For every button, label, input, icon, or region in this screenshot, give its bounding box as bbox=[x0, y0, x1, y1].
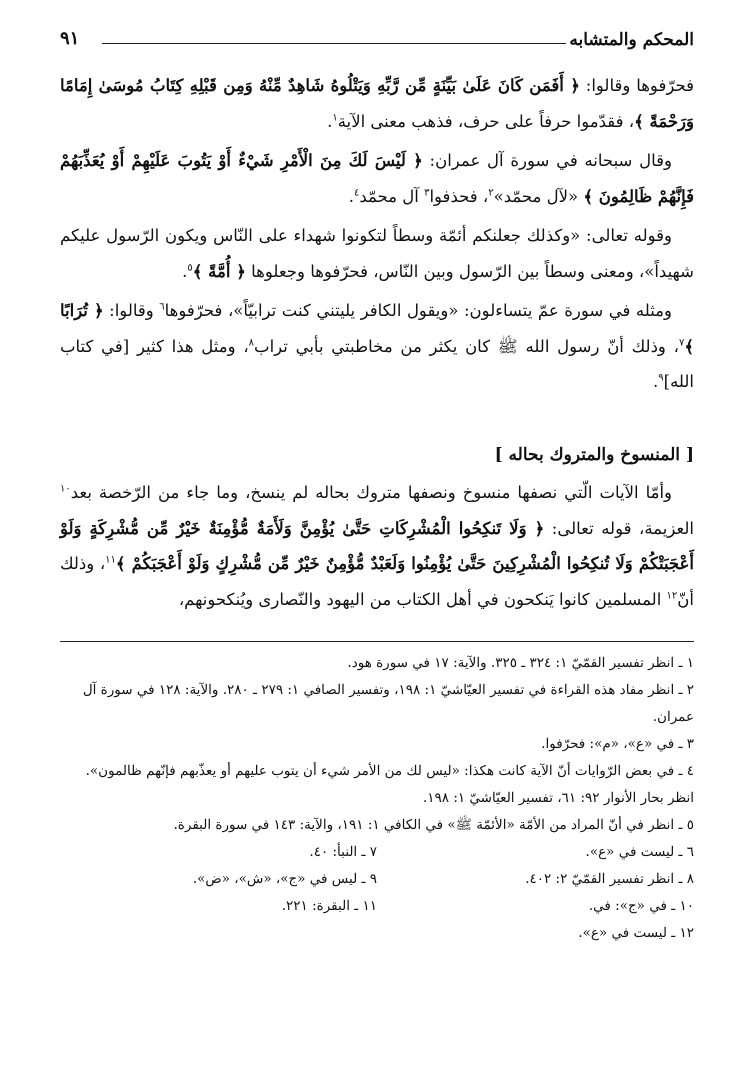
footnote-row bbox=[60, 866, 694, 893]
paragraph-text: وقالوا: bbox=[103, 301, 160, 320]
footnotes bbox=[60, 650, 694, 947]
footnote-ref[interactable]: ١٢ bbox=[666, 590, 678, 601]
paragraph-text: وأمّا الآيات الّتي نصفها منسوخ ونصفها متروك بحاله لم ينسخ، وما جاء من الرّخصة بعد bbox=[70, 483, 672, 502]
paragraph-text: ، وذلك أنّ رسول الله ﷺ كان يكثر من مخاطبتي بأبي تراب bbox=[254, 336, 679, 356]
paragraph-text: . bbox=[327, 111, 333, 131]
paragraph-text: ، فقدّموا حرفاً على حرف، فذهب معنى الآية bbox=[337, 111, 635, 131]
footnote-ref[interactable]: ٤ bbox=[353, 187, 360, 198]
footnote-row bbox=[60, 893, 694, 920]
paragraph-text: ، وذلك أنّ bbox=[60, 554, 694, 609]
footnote-9: ٩ ـ ليس في «ج»، «ش»، «ض». bbox=[192, 871, 377, 887]
paragraph-text: وقوله تعالى: «وكذلك جعلنكم أئمّة وسطاً لتكونوا شهداء على النّاس ويكون الرّسول عليكم شهيداً»، ومعنى وسطاً بين الرّسول وبين النّاس، فحرّفوها وجعلوها bbox=[60, 226, 694, 281]
section-title: [ المنسوخ والمتروك بحاله ] bbox=[494, 444, 694, 465]
paragraph-1 bbox=[60, 68, 694, 139]
quran-verse: ﴿ تُرَابًا ﴾ bbox=[60, 301, 694, 356]
running-title: المحكم والمتشابه bbox=[569, 30, 694, 50]
paragraph-3 bbox=[60, 218, 694, 289]
paragraph-text: فحرّفوها وقالوا: bbox=[579, 76, 694, 95]
footnote-ref[interactable]: ٥ bbox=[187, 262, 193, 273]
footnote-1: ١ ـ انظر تفسير القمّيّ ١: ٣٢٤ ـ ٣٢٥. والآية: ١٧ في سورة هود. bbox=[347, 655, 694, 671]
footnote-6: ٦ ـ ليست في «ع». bbox=[585, 844, 694, 860]
paragraph-text: «لآل محمّد» bbox=[493, 186, 584, 206]
footnote-5: ٥ ـ انظر في أنّ المراد من الأمّة «الأئمّة ﷺ» في الكافي ١: ١٩١، والآية: ١٤٣ في سورة البقرة. bbox=[173, 817, 694, 833]
main-text bbox=[60, 68, 694, 617]
paragraph-text: . bbox=[182, 261, 188, 281]
footnote-row bbox=[60, 839, 694, 866]
quran-verse: ﴿ أَفَمَن كَانَ عَلَىٰ بَيِّنَةٍ مِّن رَّبِّهِ وَيَتْلُوهُ شَاهِدٌ مِّنْهُ وَمِن قَبْلِهِ كِتَابُ مُوسَىٰ إِمَامًا وَرَحْمَةً ﴾ bbox=[60, 76, 694, 131]
footnote-separator bbox=[60, 641, 694, 642]
paragraph-text: العزيمة، قوله تعالى: bbox=[544, 518, 694, 538]
footnote-ref[interactable]: ١ bbox=[332, 112, 338, 123]
quran-verse: ﴿ لَيْسَ لَكَ مِنَ الْأَمْرِ شَيْءٌ أَوْ يَتُوبَ عَلَيْهِمْ أَوْ يُعَذِّبَهُمْ فَإِنَّهُمْ ظَالِمُونَ ﴾ bbox=[60, 151, 694, 206]
page-number: ٩١ bbox=[60, 28, 80, 49]
paragraph-4 bbox=[60, 293, 694, 400]
page-header bbox=[60, 28, 694, 58]
paragraph-text: . bbox=[653, 372, 659, 391]
footnote-2: ٢ ـ انظر مفاد هذه القراءة في تفسير العيّاشيّ ١: ١٩٨، وتفسير الصافي ١: ٢٧٩ ـ ٢٨٠. والآية: ١٢٨ في سورة آل عمران. bbox=[82, 682, 694, 725]
paragraph-text: ، فحذفوا bbox=[429, 186, 489, 206]
paragraph-5 bbox=[60, 475, 694, 617]
footnote-12: ١٢ ـ ليست في «ع». bbox=[578, 925, 694, 941]
footnote-ref[interactable]: ٩ bbox=[658, 372, 664, 384]
footnote-ref[interactable]: ٨ bbox=[248, 337, 255, 348]
footnote-4: ٤ ـ في بعض الرّوايات أنّ الآية كانت هكذا: «ليس لك من الأمر شيء أن يتوب عليهم أو يعذّبهم فإنّهم ظالمون». انظر بحار الأنوار ٩٢: ٦١، تفسير العيّاشيّ ١: ١٩٨. bbox=[85, 763, 694, 806]
footnote-ref[interactable]: ٢ bbox=[488, 187, 494, 198]
paragraph-text: ، ومثل هذا كثير [في كتاب الله] bbox=[60, 336, 694, 391]
paragraph-text: آل محمّد bbox=[359, 186, 425, 206]
footnote-10: ١٠ ـ في «ج»: في. bbox=[588, 898, 694, 914]
paragraph-text: وقال سبحانه في سورة آل عمران: bbox=[422, 151, 672, 170]
paragraph-2 bbox=[60, 143, 694, 214]
paragraph-text: المسلمين كانوا يَنكحون في أهل الكتاب من اليهود والنّصارى ويُنكحونهم، bbox=[178, 589, 667, 609]
footnote-ref[interactable]: ١٠ bbox=[60, 483, 71, 495]
footnote-ref[interactable]: ٧ bbox=[678, 337, 685, 348]
footnote-11: ١١ ـ البقرة: ٢٢١. bbox=[281, 898, 377, 914]
paragraph-text: . bbox=[348, 186, 354, 206]
book-page bbox=[60, 28, 694, 1061]
footnote-8: ٨ ـ انظر تفسير القمّيّ ٢: ٤٠٢. bbox=[525, 871, 694, 887]
footnote-ref[interactable]: ١١ bbox=[105, 554, 116, 566]
footnote-3: ٣ ـ في «ع»، «م»: فحرّفوا. bbox=[541, 736, 694, 752]
footnote-ref[interactable]: ٣ bbox=[424, 187, 430, 198]
quran-verse: ﴿ وَلَا تَنكِحُوا الْمُشْرِكَاتِ حَتَّىٰ يُؤْمِنَّ وَلَأَمَةٌ مُّؤْمِنَةٌ خَيْرٌ مِّن مُّشْرِكَةٍ وَلَوْ أَعْجَبَتْكُمْ وَلَا تُنكِحُوا الْمُشْرِكِينَ حَتَّىٰ يُؤْمِنُوا وَلَعَبْدٌ مُّؤْمِنٌ خَيْرٌ مِّن مُّشْرِكٍ وَلَوْ أَعْجَبَكُمْ ﴾ bbox=[60, 518, 694, 573]
footnote-7: ٧ ـ النبأ: ٤٠. bbox=[309, 844, 377, 860]
footnote-ref[interactable]: ٦ bbox=[159, 301, 165, 313]
paragraph-text: ومثله في سورة عمّ يتساءلون: «ويقول الكافر يليتني كنت ترابيّاً»، فحرّفوها bbox=[164, 301, 672, 320]
quran-verse: ﴿ أُمَّةً ﴾ bbox=[192, 261, 246, 281]
header-rule bbox=[102, 43, 566, 44]
